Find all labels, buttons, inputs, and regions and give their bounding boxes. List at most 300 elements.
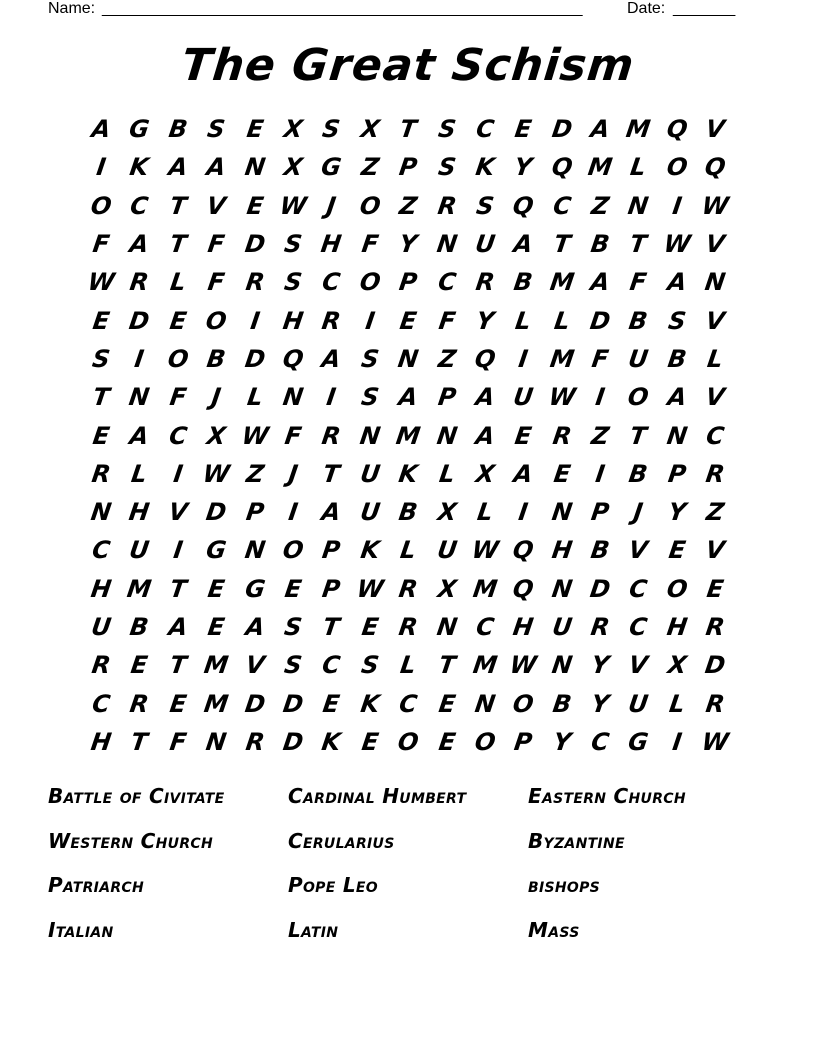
grid-cell[interactable]: P: [397, 268, 420, 297]
grid-cell[interactable]: N: [549, 498, 574, 527]
grid-cell[interactable]: S: [359, 344, 381, 373]
grid-cell[interactable]: P: [320, 574, 343, 603]
grid-cell[interactable]: M: [471, 651, 500, 680]
grid-cell[interactable]: N: [473, 689, 498, 718]
grid-cell[interactable]: T: [321, 459, 342, 488]
grid-cell[interactable]: A: [128, 230, 151, 259]
grid-cell[interactable]: O: [664, 153, 690, 182]
grid-cell[interactable]: W: [508, 651, 539, 680]
grid-cell[interactable]: N: [549, 574, 574, 603]
grid-cell[interactable]: Q: [511, 536, 536, 565]
grid-cell[interactable]: Y: [512, 153, 535, 182]
grid-cell[interactable]: B: [665, 344, 689, 373]
grid-cell[interactable]: S: [436, 153, 458, 182]
grid-cell[interactable]: L: [629, 153, 649, 182]
grid-cell[interactable]: A: [397, 383, 420, 412]
grid-cell[interactable]: N: [665, 421, 690, 450]
grid-cell[interactable]: A: [166, 613, 190, 641]
grid-cell[interactable]: O: [280, 536, 306, 565]
grid-cell[interactable]: W: [700, 727, 731, 756]
grid-cell[interactable]: R: [397, 613, 420, 641]
grid-cell[interactable]: H: [127, 498, 152, 527]
word-list-item: Western Church: [48, 828, 214, 853]
grid-cell[interactable]: E: [513, 115, 534, 144]
grid-cell[interactable]: O: [165, 344, 191, 373]
grid-cell[interactable]: R: [89, 459, 113, 488]
grid-cell[interactable]: E: [321, 689, 342, 718]
grid-cell[interactable]: T: [167, 191, 189, 220]
grid-cell[interactable]: N: [127, 383, 152, 412]
grid-cell[interactable]: D: [242, 230, 267, 259]
grid-cell[interactable]: V: [704, 306, 727, 335]
grid-cell[interactable]: Q: [703, 153, 728, 182]
header: [48, 0, 748, 20]
grid-cell[interactable]: M: [394, 421, 423, 450]
grid-cell[interactable]: Z: [589, 421, 611, 450]
grid-cell[interactable]: I: [517, 498, 530, 527]
grid-cell[interactable]: I: [363, 306, 377, 335]
grid-cell[interactable]: V: [166, 498, 190, 527]
grid-cell[interactable]: U: [127, 536, 152, 565]
grid-cell[interactable]: L: [245, 383, 265, 412]
grid-cell[interactable]: X: [205, 421, 228, 450]
grid-cell[interactable]: G: [204, 536, 229, 565]
grid-cell[interactable]: X: [358, 115, 382, 144]
grid-cell[interactable]: Y: [589, 689, 611, 718]
grid-cell[interactable]: T: [167, 230, 189, 259]
grid-cell[interactable]: U: [358, 459, 382, 488]
grid-cell[interactable]: Z: [397, 191, 419, 220]
grid-cell[interactable]: K: [397, 459, 420, 488]
grid-cell[interactable]: C: [320, 268, 343, 297]
grid-cell[interactable]: Q: [511, 191, 536, 220]
grid-cell[interactable]: B: [589, 230, 612, 259]
grid-row: [82, 646, 736, 684]
grid-cell[interactable]: T: [628, 230, 649, 259]
grid-cell[interactable]: T: [167, 651, 189, 680]
grid-cell[interactable]: F: [91, 230, 112, 259]
grid-cell[interactable]: Q: [511, 574, 536, 603]
grid-cell[interactable]: G: [127, 115, 152, 144]
grid-cell[interactable]: M: [202, 689, 231, 718]
grid-cell[interactable]: X: [281, 115, 305, 144]
grid-cell[interactable]: T: [129, 727, 150, 756]
grid-cell[interactable]: A: [589, 268, 612, 297]
grid-cell[interactable]: C: [128, 191, 151, 220]
grid-cell[interactable]: B: [512, 268, 535, 297]
grid-cell[interactable]: P: [666, 459, 688, 488]
grid-cell[interactable]: V: [627, 536, 650, 565]
grid-cell[interactable]: T: [167, 574, 189, 603]
grid-cell[interactable]: R: [589, 613, 612, 641]
grid-cell[interactable]: Q: [472, 344, 498, 373]
grid-cell[interactable]: R: [704, 459, 727, 488]
grid-cell[interactable]: E: [436, 727, 457, 756]
grid-cell[interactable]: A: [512, 459, 535, 488]
grid-cell[interactable]: E: [398, 306, 419, 335]
grid-cell[interactable]: N: [396, 344, 421, 373]
grid-cell[interactable]: Y: [397, 230, 419, 259]
name-blank-line: ______________________________________________________: [102, 0, 583, 17]
grid-cell[interactable]: A: [166, 153, 190, 182]
grid-cell[interactable]: R: [243, 727, 266, 756]
grid-cell[interactable]: Z: [704, 498, 727, 527]
grid-cell[interactable]: J: [325, 191, 338, 220]
grid-cell[interactable]: T: [398, 115, 419, 144]
grid-cell[interactable]: V: [704, 536, 727, 565]
grid-cell[interactable]: F: [167, 383, 189, 412]
grid-cell[interactable]: L: [552, 306, 572, 335]
grid-cell[interactable]: N: [549, 651, 574, 680]
grid-cell[interactable]: F: [436, 306, 457, 335]
grid-cell[interactable]: I: [94, 153, 108, 182]
grid-cell[interactable]: W: [661, 230, 693, 259]
grid-cell[interactable]: V: [627, 651, 650, 680]
grid-cell[interactable]: C: [589, 727, 612, 756]
word-list-item: Latin: [288, 917, 339, 942]
grid-cell[interactable]: L: [398, 536, 418, 565]
grid-cell[interactable]: U: [358, 498, 382, 527]
grid-cell[interactable]: C: [551, 191, 573, 220]
grid-cell[interactable]: W: [469, 536, 501, 565]
grid-cell[interactable]: D: [703, 651, 728, 680]
grid-cell[interactable]: O: [357, 268, 383, 297]
grid-cell[interactable]: C: [90, 536, 112, 565]
grid-cell[interactable]: W: [201, 459, 232, 488]
grid-cell[interactable]: B: [589, 536, 612, 565]
grid-cell[interactable]: Q: [549, 153, 575, 182]
grid-cell[interactable]: W: [277, 191, 309, 220]
grid-cell[interactable]: R: [320, 421, 343, 450]
grid-cell[interactable]: R: [397, 574, 420, 603]
grid-cell[interactable]: O: [357, 191, 383, 220]
grid-cell[interactable]: E: [551, 459, 573, 488]
grid-cell[interactable]: U: [511, 383, 536, 412]
grid-cell[interactable]: T: [321, 613, 342, 641]
grid-cell[interactable]: E: [436, 689, 457, 718]
grid-cell[interactable]: R: [320, 306, 343, 335]
grid-cell[interactable]: M: [586, 153, 615, 182]
grid-cell[interactable]: S: [282, 651, 304, 680]
grid-cell[interactable]: I: [593, 383, 607, 412]
grid-cell[interactable]: A: [205, 153, 228, 182]
grid-cell[interactable]: V: [704, 383, 727, 412]
grid-cell[interactable]: B: [128, 613, 151, 641]
grid-cell[interactable]: U: [626, 689, 651, 718]
grid-cell[interactable]: Q: [280, 344, 306, 373]
grid-cell[interactable]: L: [398, 651, 418, 680]
grid-cell[interactable]: E: [244, 191, 265, 220]
grid-cell[interactable]: Z: [589, 191, 611, 220]
grid-cell[interactable]: E: [513, 421, 534, 450]
grid-cell[interactable]: E: [705, 574, 726, 603]
grid-cell[interactable]: C: [627, 574, 650, 603]
grid-cell[interactable]: F: [282, 421, 304, 450]
grid-cell[interactable]: X: [435, 574, 458, 603]
grid-cell[interactable]: U: [434, 536, 459, 565]
grid-cell[interactable]: C: [435, 268, 458, 297]
grid-cell[interactable]: A: [589, 115, 612, 144]
grid-cell[interactable]: R: [89, 651, 113, 680]
grid-cell[interactable]: F: [206, 268, 227, 297]
grid-cell[interactable]: S: [474, 191, 496, 220]
grid-cell[interactable]: A: [665, 383, 689, 412]
grid-cell[interactable]: S: [282, 613, 304, 641]
grid-cell[interactable]: E: [91, 306, 112, 335]
grid-cell[interactable]: C: [320, 651, 343, 680]
grid-cell[interactable]: W: [354, 574, 386, 603]
grid-cell[interactable]: I: [593, 459, 607, 488]
grid-cell[interactable]: N: [626, 191, 651, 220]
grid-cell[interactable]: I: [133, 344, 147, 373]
grid-cell[interactable]: P: [512, 727, 535, 756]
grid-cell[interactable]: B: [166, 115, 190, 144]
grid-cell[interactable]: S: [320, 115, 343, 144]
grid-cell[interactable]: M: [547, 344, 576, 373]
grid-cell[interactable]: Y: [666, 498, 688, 527]
grid-cell[interactable]: K: [320, 727, 343, 756]
grid-cell[interactable]: T: [91, 383, 112, 412]
grid-cell[interactable]: A: [89, 115, 113, 144]
grid-cell[interactable]: U: [550, 613, 574, 641]
grid-cell[interactable]: G: [626, 727, 651, 756]
grid-cell[interactable]: N: [434, 613, 459, 641]
grid-cell[interactable]: N: [703, 268, 728, 297]
grid-cell[interactable]: L: [667, 689, 687, 718]
grid-cell[interactable]: S: [436, 115, 458, 144]
grid-cell[interactable]: L: [437, 459, 457, 488]
grid-cell[interactable]: O: [626, 383, 651, 412]
grid-cell[interactable]: F: [628, 268, 649, 297]
grid-cell[interactable]: B: [627, 306, 650, 335]
grid-cell[interactable]: W: [700, 191, 731, 220]
grid-cell[interactable]: T: [551, 230, 573, 259]
grid-cell[interactable]: X: [435, 498, 458, 527]
grid-cell[interactable]: I: [670, 727, 684, 756]
grid-cell[interactable]: I: [325, 383, 338, 412]
grid-cell[interactable]: R: [128, 268, 151, 297]
grid-cell[interactable]: I: [517, 344, 530, 373]
grid-cell[interactable]: P: [435, 383, 458, 412]
grid-cell[interactable]: C: [474, 613, 496, 641]
grid-cell[interactable]: Q: [664, 115, 690, 144]
grid-cell[interactable]: O: [664, 574, 690, 603]
grid-cell[interactable]: I: [286, 498, 300, 527]
grid-cell[interactable]: F: [590, 344, 611, 373]
grid-cell[interactable]: E: [359, 613, 381, 641]
grid-cell[interactable]: H: [665, 613, 690, 641]
grid-cell[interactable]: X: [281, 153, 305, 182]
grid-cell[interactable]: V: [243, 651, 267, 680]
grid-cell[interactable]: I: [171, 536, 185, 565]
grid-cell[interactable]: X: [473, 459, 497, 488]
word-list-item: bishops: [528, 873, 601, 897]
grid-cell[interactable]: S: [282, 268, 304, 297]
grid-cell[interactable]: V: [704, 230, 727, 259]
grid-row: [82, 378, 736, 416]
grid-cell[interactable]: K: [358, 689, 382, 718]
grid-cell[interactable]: D: [242, 344, 267, 373]
grid-cell[interactable]: Y: [474, 306, 496, 335]
grid-row: [82, 225, 736, 263]
grid-cell[interactable]: B: [205, 344, 228, 373]
grid-cell[interactable]: M: [547, 268, 576, 297]
grid-cell[interactable]: K: [358, 536, 382, 565]
grid-cell[interactable]: F: [359, 230, 381, 259]
page-title: The Great Schism: [179, 40, 637, 91]
grid-cell[interactable]: A: [665, 268, 689, 297]
grid-cell[interactable]: Z: [436, 344, 458, 373]
grid-cell[interactable]: A: [320, 344, 343, 373]
grid-cell[interactable]: V: [704, 115, 727, 144]
grid-cell[interactable]: F: [167, 727, 189, 756]
grid-cell[interactable]: M: [202, 651, 231, 680]
grid-cell[interactable]: B: [397, 498, 420, 527]
grid-cell[interactable]: U: [473, 230, 497, 259]
grid-cell[interactable]: I: [171, 459, 185, 488]
grid-cell[interactable]: A: [128, 421, 151, 450]
grid-cell[interactable]: L: [513, 306, 534, 335]
grid-cell[interactable]: E: [129, 651, 150, 680]
grid-cell[interactable]: U: [89, 613, 113, 641]
grid-cell[interactable]: C: [474, 115, 496, 144]
grid-cell[interactable]: N: [242, 153, 267, 182]
grid-cell[interactable]: G: [319, 153, 344, 182]
grid-cell[interactable]: E: [244, 115, 265, 144]
grid-cell[interactable]: L: [705, 344, 726, 373]
grid-cell[interactable]: D: [127, 306, 152, 335]
grid-cell[interactable]: B: [550, 689, 573, 718]
grid-cell[interactable]: D: [242, 689, 267, 718]
grid-cell[interactable]: F: [206, 230, 227, 259]
grid-cell[interactable]: R: [128, 689, 151, 718]
grid-cell[interactable]: H: [549, 536, 574, 565]
grid-cell[interactable]: A: [512, 230, 535, 259]
grid-cell[interactable]: H: [281, 306, 306, 335]
grid-cell[interactable]: I: [670, 191, 684, 220]
grid-cell[interactable]: H: [89, 727, 114, 756]
grid-cell[interactable]: A: [473, 421, 497, 450]
grid-cell[interactable]: E: [206, 613, 227, 641]
grid-cell[interactable]: K: [128, 153, 151, 182]
grid-cell[interactable]: V: [205, 191, 228, 220]
grid-cell[interactable]: E: [282, 574, 304, 603]
grid-cell[interactable]: W: [546, 383, 578, 412]
grid-cell[interactable]: S: [205, 115, 227, 144]
grid-cell[interactable]: N: [434, 230, 459, 259]
grid-cell[interactable]: C: [397, 689, 420, 718]
grid-cell[interactable]: N: [89, 498, 114, 527]
grid-cell[interactable]: N: [281, 383, 306, 412]
grid-cell[interactable]: S: [359, 651, 381, 680]
grid-cell[interactable]: L: [168, 268, 188, 297]
grid-cell[interactable]: P: [320, 536, 343, 565]
grid-cell[interactable]: J: [286, 459, 300, 488]
grid-cell[interactable]: S: [359, 383, 381, 412]
grid-cell[interactable]: E: [167, 689, 189, 718]
grid-cell[interactable]: J: [632, 498, 646, 527]
grid-cell[interactable]: C: [704, 421, 727, 450]
grid-cell[interactable]: I: [248, 306, 262, 335]
grid-cell[interactable]: R: [435, 191, 458, 220]
grid-cell[interactable]: L: [129, 459, 150, 488]
grid-cell[interactable]: R: [550, 421, 574, 450]
grid-cell[interactable]: D: [281, 727, 306, 756]
grid-cell[interactable]: U: [626, 344, 651, 373]
grid-cell[interactable]: W: [239, 421, 270, 450]
grid-cell[interactable]: D: [588, 306, 613, 335]
grid-cell[interactable]: T: [628, 421, 649, 450]
grid-cell[interactable]: H: [511, 613, 536, 641]
grid-cell[interactable]: E: [666, 536, 688, 565]
grid-cell[interactable]: S: [282, 230, 304, 259]
grid-cell[interactable]: B: [627, 459, 650, 488]
grid-cell[interactable]: H: [89, 574, 114, 603]
grid-cell[interactable]: N: [357, 421, 382, 450]
grid-cell[interactable]: N: [204, 727, 229, 756]
grid-cell[interactable]: C: [627, 613, 650, 641]
grid-cell[interactable]: N: [242, 536, 267, 565]
grid-cell[interactable]: Z: [244, 459, 266, 488]
grid-row: [82, 455, 736, 493]
grid-cell[interactable]: R: [704, 689, 727, 718]
grid-cell[interactable]: D: [281, 689, 306, 718]
grid-cell[interactable]: M: [471, 574, 500, 603]
grid-cell[interactable]: E: [91, 421, 112, 450]
grid-cell[interactable]: C: [90, 689, 112, 718]
grid-cell[interactable]: A: [473, 383, 497, 412]
grid-cell[interactable]: Y: [589, 651, 611, 680]
grid-cell[interactable]: E: [359, 727, 381, 756]
grid-cell[interactable]: J: [209, 383, 223, 412]
grid-cell[interactable]: N: [434, 421, 459, 450]
grid-cell[interactable]: P: [397, 153, 420, 182]
grid-cell[interactable]: O: [89, 191, 114, 220]
grid-cell[interactable]: M: [624, 115, 653, 144]
grid-cell[interactable]: O: [396, 727, 421, 756]
grid-cell[interactable]: S: [666, 306, 688, 335]
grid-cell[interactable]: W: [85, 268, 117, 297]
grid-cell[interactable]: G: [242, 574, 267, 603]
grid-cell[interactable]: E: [206, 574, 227, 603]
grid-cell[interactable]: O: [472, 727, 498, 756]
grid-cell[interactable]: P: [243, 498, 266, 527]
grid-cell[interactable]: T: [436, 651, 457, 680]
grid-cell[interactable]: R: [473, 268, 497, 297]
grid-cell[interactable]: X: [665, 651, 689, 680]
grid-cell[interactable]: E: [167, 306, 189, 335]
grid-cell[interactable]: O: [511, 689, 536, 718]
grid-cell[interactable]: S: [90, 344, 112, 373]
grid-cell[interactable]: L: [475, 498, 495, 527]
grid-cell[interactable]: C: [167, 421, 189, 450]
grid-row: [82, 148, 736, 186]
grid-cell[interactable]: M: [125, 574, 154, 603]
grid-cell[interactable]: D: [549, 115, 574, 144]
grid-cell[interactable]: A: [243, 613, 267, 641]
grid-cell[interactable]: Z: [359, 153, 381, 182]
grid-cell[interactable]: K: [473, 153, 497, 182]
grid-cell[interactable]: A: [320, 498, 343, 527]
grid-cell[interactable]: H: [319, 230, 344, 259]
grid-cell[interactable]: P: [589, 498, 612, 527]
grid-cell[interactable]: R: [243, 268, 266, 297]
grid-cell[interactable]: D: [204, 498, 229, 527]
grid-cell[interactable]: O: [204, 306, 229, 335]
grid-cell[interactable]: Y: [551, 727, 573, 756]
grid-cell[interactable]: D: [588, 574, 613, 603]
grid-cell[interactable]: R: [704, 613, 727, 641]
